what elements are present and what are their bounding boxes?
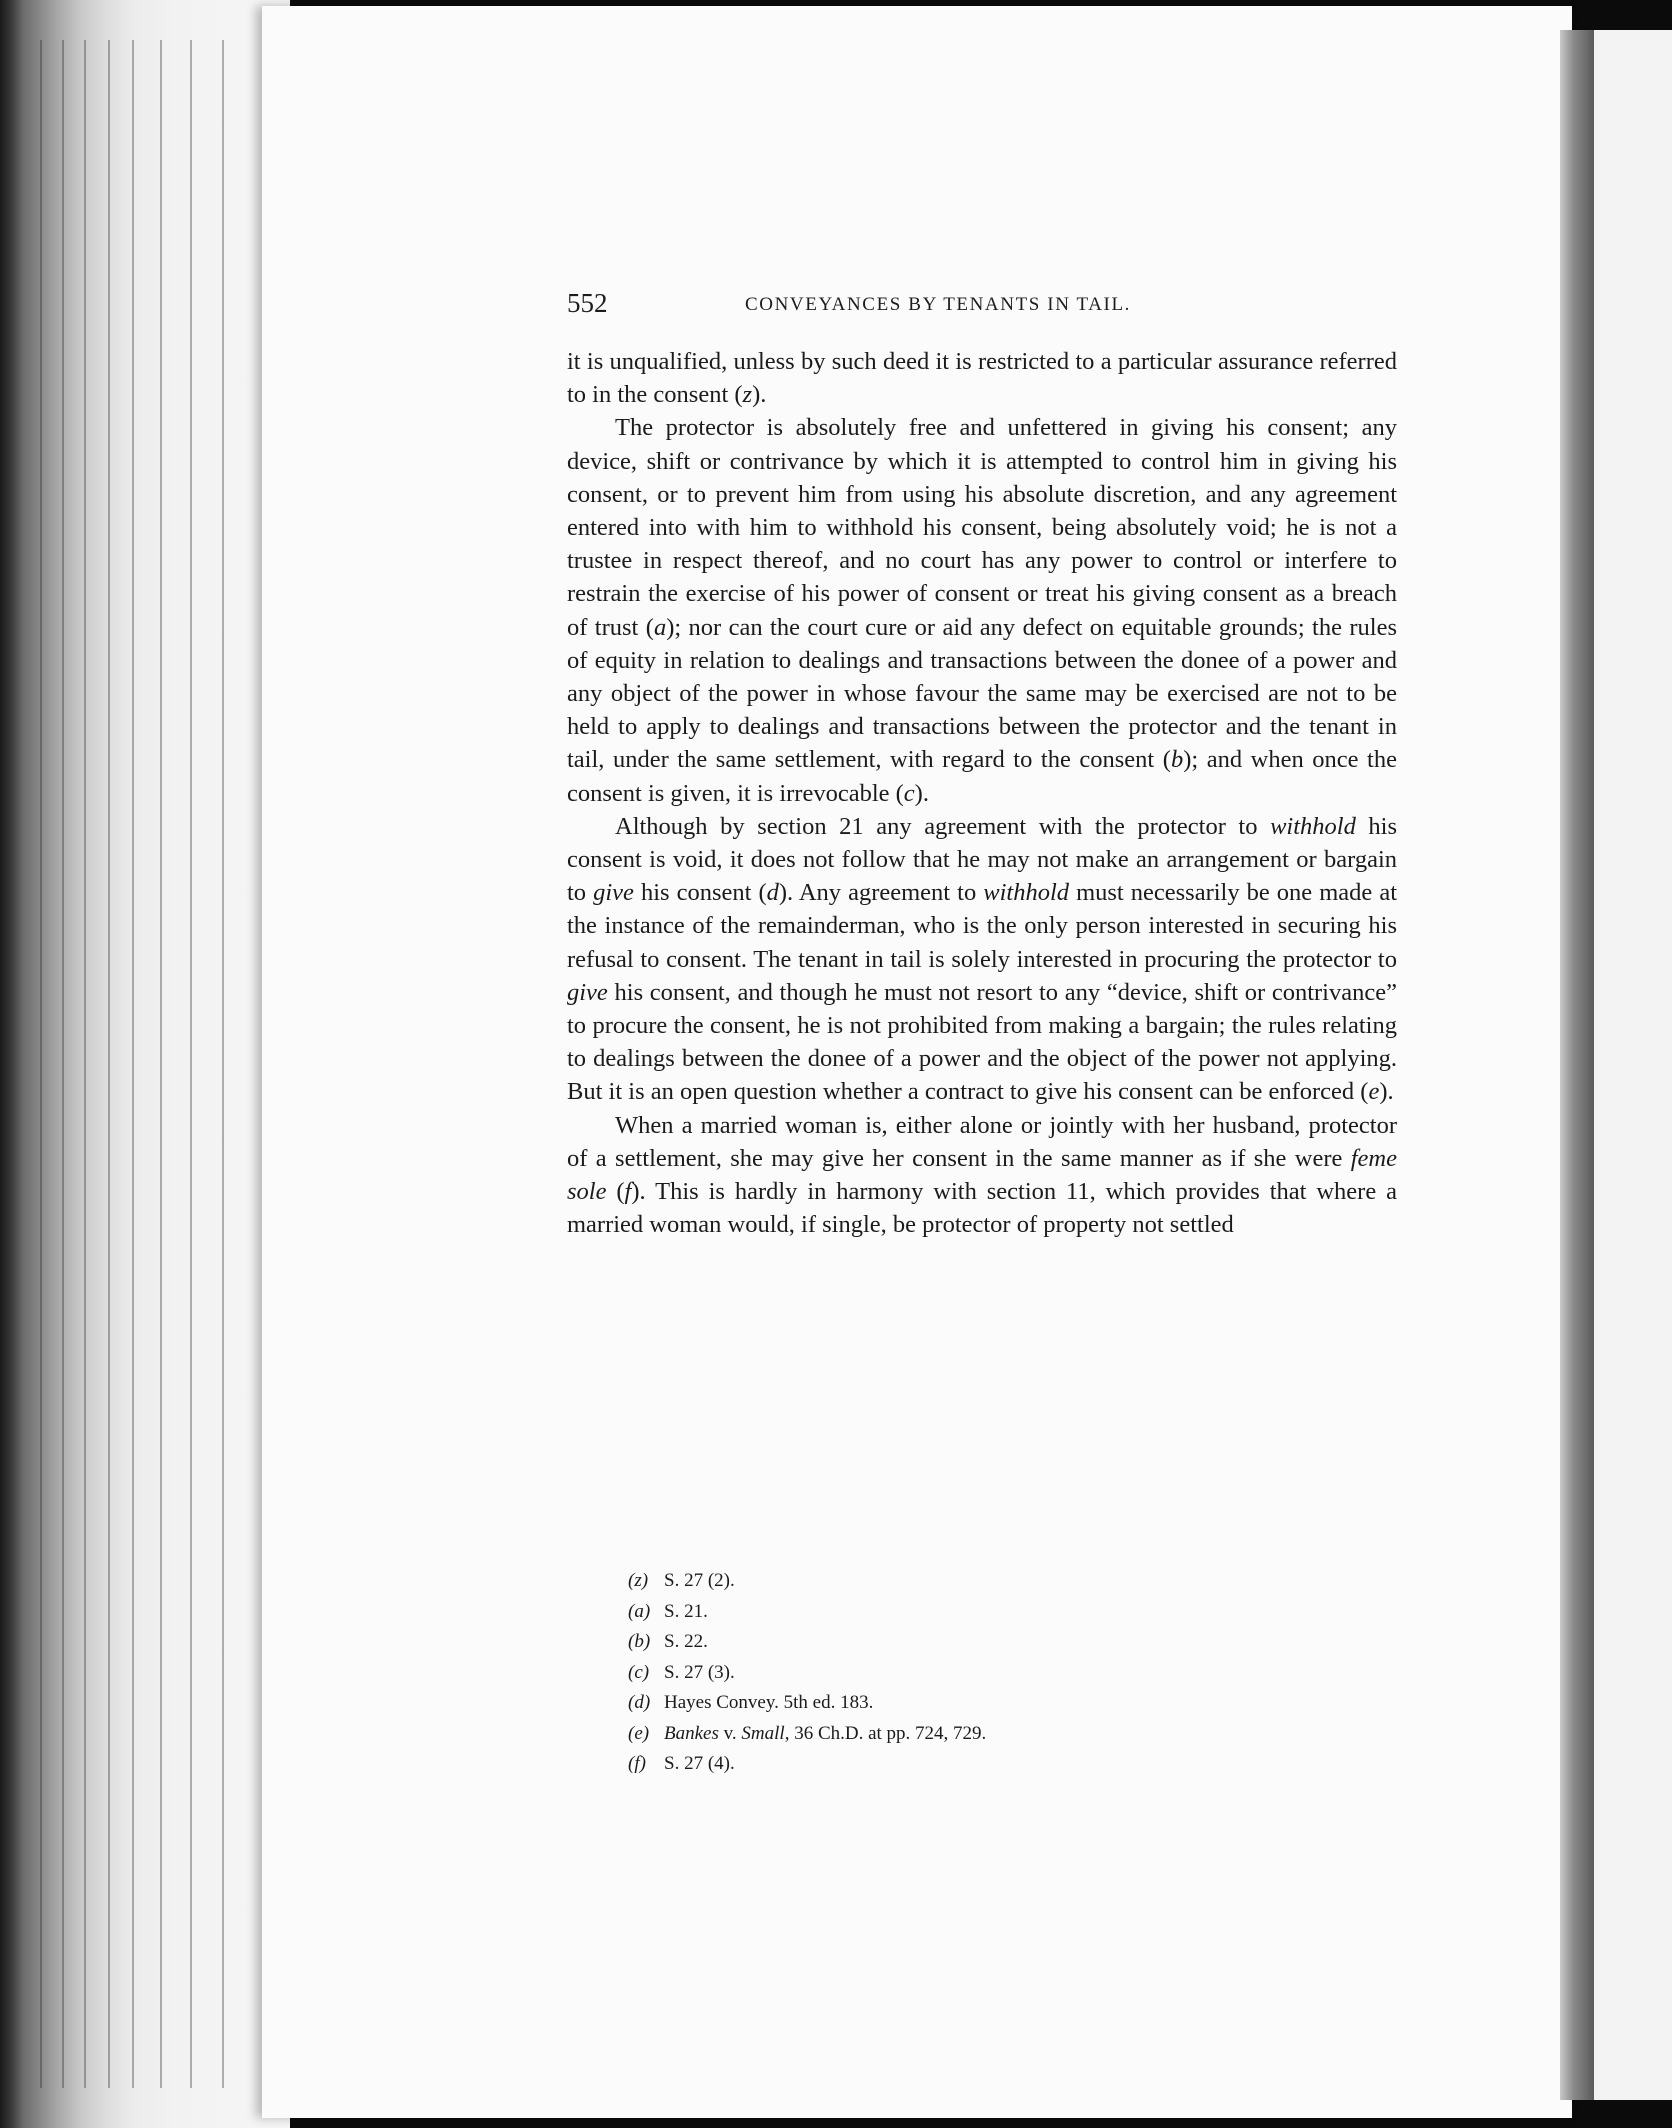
book-gutter <box>1560 30 1594 2100</box>
footnote: (e) Bankes v. Small, 36 Ch.D. at pp. 724, 729. <box>628 1719 1328 1750</box>
footnote-mark: (a) <box>628 1600 651 1622</box>
footnote-mark: (c) <box>628 1661 650 1683</box>
footnote-mark: (e) <box>628 1722 650 1744</box>
paragraph: When a married woman is, either alone or jointly with her husband, protector of a settlement, she may give her consent in the same manner as if she were feme sole (f). This is hardly in harmony with section 11, which provides that where a married woman would, if single, be protector of property not settled <box>567 1111 1397 1239</box>
footnote: (b) S. 22. <box>628 1627 1328 1658</box>
paragraph: it is unqualified, unless by such deed it is restricted to a particular assurance referred to in the consent (z). <box>567 348 1397 409</box>
footnote: (c) S. 27 (3). <box>628 1658 1328 1689</box>
footnote: (d) Hayes Convey. 5th ed. 183. <box>628 1688 1328 1719</box>
footnote: (a) S. 21. <box>628 1597 1328 1628</box>
paragraph: The protector is absolutely free and unfettered in giving his consent; any device, shift or contrivance by which it is attempted to control him in giving his consent, or to prevent him from using his absolute discretion, and any agreement entered into with him to withhold his consent, being absolutely void; he is not a trustee in respect thereof, and no court has any power to control or interfere to restrain the exercise of his power of consent or treat his giving consent as a breach of trust (a); nor can the court cure or aid any defect on equitable grounds; the rules of equity in relation to dealings and transactions between the donee of a power and any object of the power in whose favour the same may be exercised are not to be held to apply to dealings and transactions between the protector and the tenant in tail, under the same settlement, with regard to the consent (b); and when once the consent is given, it is irrevocable (c). <box>567 414 1398 807</box>
footnote: (z) S. 27 (2). <box>628 1566 1328 1597</box>
footnote: (f) S. 27 (4). <box>628 1749 1328 1780</box>
paragraph: Although by section 21 any agreement with the protector to withhold his consent is void, it does not follow that he may not make an arrangement or bargain to give his consent (d). Any agreement to withhold must necessarily be one made at the instance of the remainderman, who is the only person interested in securing his refusal to consent. The tenant in tail is solely interested in procuring the protector to give his consent, and though he must not resort to any “device, shift or contrivance” to procure the consent, he is not prohibited from making a bargain; the rules relating to dealings between the donee of a power and the object of the power not applying. But it is an open question whether a contract to give his consent can be enforced (e). <box>567 812 1398 1106</box>
footnote-mark: (z) <box>628 1570 649 1591</box>
footnote-mark: (d) <box>628 1692 651 1713</box>
body-text <box>567 345 1397 1241</box>
footnotes <box>628 1566 1328 1780</box>
page-header <box>567 288 1397 328</box>
running-head: CONVEYANCES BY TENANTS IN TAIL. <box>745 294 1132 315</box>
page-number: 552 <box>567 288 608 318</box>
facing-page-edge <box>1594 30 1672 2100</box>
stacked-page-edges <box>0 0 290 2128</box>
footnote-mark: (f) <box>628 1753 646 1774</box>
footnote-mark: (b) <box>628 1631 651 1652</box>
